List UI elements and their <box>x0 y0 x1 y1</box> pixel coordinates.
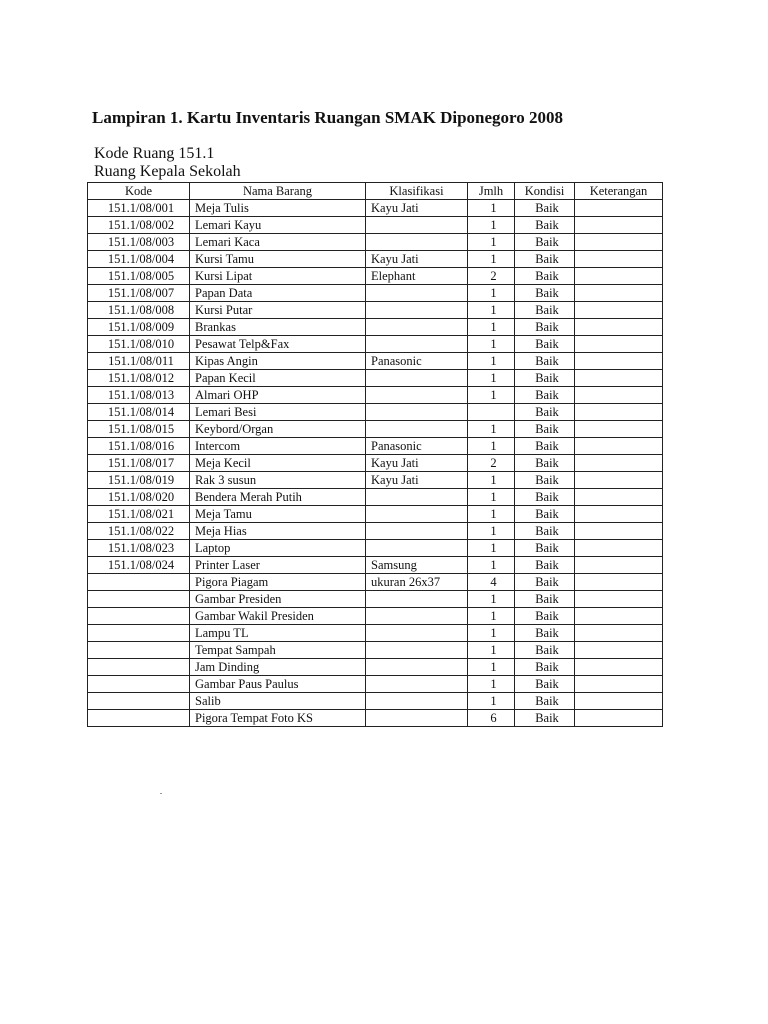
inventory-table <box>87 182 663 727</box>
cell-kode <box>88 676 190 693</box>
cell-nama-barang: Salib <box>190 693 366 710</box>
cell-kondisi: Baik <box>515 693 575 710</box>
cell-klasifikasi <box>366 676 468 693</box>
cell-klasifikasi <box>366 659 468 676</box>
cell-kondisi: Baik <box>515 387 575 404</box>
cell-nama-barang: Papan Data <box>190 285 366 302</box>
cell-kode <box>88 625 190 642</box>
table-header-row <box>88 183 663 200</box>
cell-kode: 151.1/08/014 <box>88 404 190 421</box>
cell-nama-barang: Meja Tamu <box>190 506 366 523</box>
cell-keterangan <box>575 557 663 574</box>
cell-jmlh: 1 <box>468 200 515 217</box>
header-kode: Kode <box>88 183 190 200</box>
header-kondisi: Kondisi <box>515 183 575 200</box>
cell-keterangan <box>575 574 663 591</box>
cell-kode <box>88 693 190 710</box>
cell-jmlh: 1 <box>468 336 515 353</box>
cell-kondisi: Baik <box>515 642 575 659</box>
cell-kode <box>88 608 190 625</box>
cell-nama-barang: Jam Dinding <box>190 659 366 676</box>
cell-jmlh: 1 <box>468 693 515 710</box>
cell-kondisi: Baik <box>515 574 575 591</box>
cell-klasifikasi <box>366 285 468 302</box>
cell-nama-barang: Lemari Kayu <box>190 217 366 234</box>
cell-jmlh: 1 <box>468 591 515 608</box>
cell-nama-barang: Lemari Besi <box>190 404 366 421</box>
cell-kode: 151.1/08/016 <box>88 438 190 455</box>
table-row <box>88 472 663 489</box>
cell-keterangan <box>575 540 663 557</box>
cell-keterangan <box>575 693 663 710</box>
cell-nama-barang: Meja Kecil <box>190 455 366 472</box>
cell-klasifikasi <box>366 336 468 353</box>
table-row <box>88 489 663 506</box>
cell-keterangan <box>575 336 663 353</box>
cell-kondisi: Baik <box>515 217 575 234</box>
cell-kondisi: Baik <box>515 268 575 285</box>
cell-klasifikasi <box>366 489 468 506</box>
table-row <box>88 455 663 472</box>
cell-kondisi: Baik <box>515 251 575 268</box>
cell-kode: 151.1/08/002 <box>88 217 190 234</box>
table-row <box>88 625 663 642</box>
cell-jmlh: 1 <box>468 234 515 251</box>
table-row <box>88 693 663 710</box>
cell-keterangan <box>575 251 663 268</box>
cell-nama-barang: Pigora Piagam <box>190 574 366 591</box>
room-code: Kode Ruang 151.1 <box>94 145 215 162</box>
cell-jmlh: 1 <box>468 319 515 336</box>
table-row <box>88 268 663 285</box>
cell-jmlh: 1 <box>468 370 515 387</box>
cell-kondisi: Baik <box>515 676 575 693</box>
cell-keterangan <box>575 200 663 217</box>
cell-nama-barang: Almari OHP <box>190 387 366 404</box>
cell-kondisi: Baik <box>515 455 575 472</box>
cell-kode: 151.1/08/005 <box>88 268 190 285</box>
table-row <box>88 251 663 268</box>
cell-kondisi: Baik <box>515 370 575 387</box>
cell-kode: 151.1/08/007 <box>88 285 190 302</box>
cell-kode: 151.1/08/003 <box>88 234 190 251</box>
table-body <box>88 200 663 727</box>
cell-klasifikasi <box>366 506 468 523</box>
cell-kode: 151.1/08/021 <box>88 506 190 523</box>
cell-kondisi: Baik <box>515 302 575 319</box>
cell-klasifikasi <box>366 710 468 727</box>
cell-nama-barang: Bendera Merah Putih <box>190 489 366 506</box>
cell-kondisi: Baik <box>515 421 575 438</box>
cell-nama-barang: Pigora Tempat Foto KS <box>190 710 366 727</box>
table-row <box>88 387 663 404</box>
table-row <box>88 557 663 574</box>
cell-nama-barang: Kipas Angin <box>190 353 366 370</box>
cell-jmlh: 1 <box>468 353 515 370</box>
table-row <box>88 285 663 302</box>
cell-kondisi: Baik <box>515 659 575 676</box>
header-klasifikasi: Klasifikasi <box>366 183 468 200</box>
cell-jmlh: 4 <box>468 574 515 591</box>
cell-klasifikasi <box>366 319 468 336</box>
cell-klasifikasi: ukuran 26x37 <box>366 574 468 591</box>
cell-nama-barang: Laptop <box>190 540 366 557</box>
table-row <box>88 234 663 251</box>
table-row <box>88 506 663 523</box>
cell-kondisi: Baik <box>515 438 575 455</box>
cell-nama-barang: Meja Hias <box>190 523 366 540</box>
cell-keterangan <box>575 710 663 727</box>
cell-nama-barang: Gambar Presiden <box>190 591 366 608</box>
cell-keterangan <box>575 455 663 472</box>
cell-klasifikasi: Kayu Jati <box>366 455 468 472</box>
cell-nama-barang: Intercom <box>190 438 366 455</box>
cell-klasifikasi <box>366 625 468 642</box>
header-nama-barang: Nama Barang <box>190 183 366 200</box>
cell-kode: 151.1/08/024 <box>88 557 190 574</box>
cell-nama-barang: Kursi Putar <box>190 302 366 319</box>
table-row <box>88 404 663 421</box>
cell-keterangan <box>575 217 663 234</box>
cell-jmlh: 1 <box>468 302 515 319</box>
cell-nama-barang: Keybord/Organ <box>190 421 366 438</box>
cell-jmlh: 2 <box>468 268 515 285</box>
cell-kode <box>88 574 190 591</box>
cell-keterangan <box>575 489 663 506</box>
cell-keterangan <box>575 319 663 336</box>
cell-klasifikasi <box>366 370 468 387</box>
cell-kode: 151.1/08/015 <box>88 421 190 438</box>
table-row <box>88 217 663 234</box>
cell-kode: 151.1/08/019 <box>88 472 190 489</box>
header-keterangan: Keterangan <box>575 183 663 200</box>
cell-keterangan <box>575 234 663 251</box>
table-row <box>88 676 663 693</box>
table-row <box>88 591 663 608</box>
room-name: Ruang Kepala Sekolah <box>94 163 241 180</box>
cell-jmlh: 1 <box>468 540 515 557</box>
cell-klasifikasi <box>366 217 468 234</box>
cell-kode: 151.1/08/010 <box>88 336 190 353</box>
cell-keterangan <box>575 659 663 676</box>
table-row <box>88 574 663 591</box>
cell-jmlh: 2 <box>468 455 515 472</box>
cell-klasifikasi <box>366 404 468 421</box>
cell-nama-barang: Gambar Wakil Presiden <box>190 608 366 625</box>
cell-kondisi: Baik <box>515 472 575 489</box>
cell-kondisi: Baik <box>515 200 575 217</box>
cell-kondisi: Baik <box>515 625 575 642</box>
cell-jmlh: 1 <box>468 472 515 489</box>
cell-jmlh: 1 <box>468 557 515 574</box>
cell-jmlh: 1 <box>468 608 515 625</box>
cell-kode: 151.1/08/011 <box>88 353 190 370</box>
cell-klasifikasi: Panasonic <box>366 353 468 370</box>
cell-klasifikasi <box>366 234 468 251</box>
cell-kondisi: Baik <box>515 285 575 302</box>
document-title: Lampiran 1. Kartu Inventaris Ruangan SMAK Diponegoro 2008 <box>92 108 564 127</box>
cell-jmlh: 1 <box>468 659 515 676</box>
table-row <box>88 540 663 557</box>
cell-klasifikasi <box>366 608 468 625</box>
cell-klasifikasi: Kayu Jati <box>366 200 468 217</box>
cell-keterangan <box>575 268 663 285</box>
cell-kondisi: Baik <box>515 710 575 727</box>
cell-kondisi: Baik <box>515 523 575 540</box>
cell-jmlh: 1 <box>468 506 515 523</box>
cell-kode: 151.1/08/001 <box>88 200 190 217</box>
cell-kondisi: Baik <box>515 557 575 574</box>
cell-kode: 151.1/08/012 <box>88 370 190 387</box>
cell-kode <box>88 591 190 608</box>
table-row <box>88 353 663 370</box>
cell-keterangan <box>575 642 663 659</box>
cell-klasifikasi <box>366 523 468 540</box>
cell-kode <box>88 710 190 727</box>
table-row <box>88 710 663 727</box>
cell-kondisi: Baik <box>515 234 575 251</box>
cell-kondisi: Baik <box>515 608 575 625</box>
cell-keterangan <box>575 625 663 642</box>
cell-keterangan <box>575 285 663 302</box>
cell-keterangan <box>575 387 663 404</box>
cell-jmlh: 1 <box>468 642 515 659</box>
cell-kode: 151.1/08/020 <box>88 489 190 506</box>
cell-jmlh: 1 <box>468 625 515 642</box>
cell-kondisi: Baik <box>515 319 575 336</box>
cell-kondisi: Baik <box>515 540 575 557</box>
cell-nama-barang: Rak 3 susun <box>190 472 366 489</box>
cell-keterangan <box>575 404 663 421</box>
table-row <box>88 642 663 659</box>
cell-nama-barang: Lemari Kaca <box>190 234 366 251</box>
cell-nama-barang: Kursi Tamu <box>190 251 366 268</box>
cell-jmlh: 1 <box>468 523 515 540</box>
cell-keterangan <box>575 523 663 540</box>
cell-klasifikasi: Panasonic <box>366 438 468 455</box>
cell-jmlh: 1 <box>468 387 515 404</box>
cell-nama-barang: Pesawat Telp&Fax <box>190 336 366 353</box>
cell-kode: 151.1/08/008 <box>88 302 190 319</box>
cell-nama-barang: Papan Kecil <box>190 370 366 387</box>
table-row <box>88 421 663 438</box>
cell-klasifikasi <box>366 591 468 608</box>
cell-kode <box>88 642 190 659</box>
table-row <box>88 659 663 676</box>
cell-klasifikasi <box>366 387 468 404</box>
table-row <box>88 319 663 336</box>
table-row <box>88 438 663 455</box>
cell-keterangan <box>575 676 663 693</box>
cell-kode: 151.1/08/022 <box>88 523 190 540</box>
cell-keterangan <box>575 421 663 438</box>
cell-jmlh: 1 <box>468 421 515 438</box>
cell-nama-barang: Lampu TL <box>190 625 366 642</box>
table-row <box>88 523 663 540</box>
cell-klasifikasi <box>366 693 468 710</box>
cell-jmlh: 6 <box>468 710 515 727</box>
cell-klasifikasi <box>366 421 468 438</box>
cell-kondisi: Baik <box>515 336 575 353</box>
cell-keterangan <box>575 370 663 387</box>
cell-kondisi: Baik <box>515 353 575 370</box>
cell-kode: 151.1/08/004 <box>88 251 190 268</box>
cell-keterangan <box>575 472 663 489</box>
cell-klasifikasi: Kayu Jati <box>366 472 468 489</box>
cell-keterangan <box>575 608 663 625</box>
cell-kode: 151.1/08/009 <box>88 319 190 336</box>
cell-jmlh <box>468 404 515 421</box>
cell-kode: 151.1/08/017 <box>88 455 190 472</box>
cell-klasifikasi: Elephant <box>366 268 468 285</box>
cell-jmlh: 1 <box>468 676 515 693</box>
cell-nama-barang: Tempat Sampah <box>190 642 366 659</box>
cell-kondisi: Baik <box>515 591 575 608</box>
cell-klasifikasi <box>366 540 468 557</box>
cell-jmlh: 1 <box>468 217 515 234</box>
cell-klasifikasi <box>366 642 468 659</box>
table-row <box>88 370 663 387</box>
cell-klasifikasi: Kayu Jati <box>366 251 468 268</box>
cell-keterangan <box>575 438 663 455</box>
cell-kondisi: Baik <box>515 506 575 523</box>
table-row <box>88 608 663 625</box>
cell-nama-barang: Brankas <box>190 319 366 336</box>
cell-kode <box>88 659 190 676</box>
cell-nama-barang: Meja Tulis <box>190 200 366 217</box>
cell-jmlh: 1 <box>468 489 515 506</box>
cell-nama-barang: Printer Laser <box>190 557 366 574</box>
cell-kondisi: Baik <box>515 404 575 421</box>
cell-keterangan <box>575 302 663 319</box>
cell-keterangan <box>575 506 663 523</box>
cell-jmlh: 1 <box>468 251 515 268</box>
cell-nama-barang: Kursi Lipat <box>190 268 366 285</box>
table-row <box>88 200 663 217</box>
cell-nama-barang: Gambar Paus Paulus <box>190 676 366 693</box>
cell-kode: 151.1/08/013 <box>88 387 190 404</box>
cell-jmlh: 1 <box>468 285 515 302</box>
cell-keterangan <box>575 353 663 370</box>
cell-klasifikasi <box>366 302 468 319</box>
cell-jmlh: 1 <box>468 438 515 455</box>
table-row <box>88 336 663 353</box>
cell-kode: 151.1/08/023 <box>88 540 190 557</box>
cell-kondisi: Baik <box>515 489 575 506</box>
stray-mark <box>160 793 162 794</box>
cell-keterangan <box>575 591 663 608</box>
table-row <box>88 302 663 319</box>
cell-klasifikasi: Samsung <box>366 557 468 574</box>
header-jmlh: Jmlh <box>468 183 515 200</box>
